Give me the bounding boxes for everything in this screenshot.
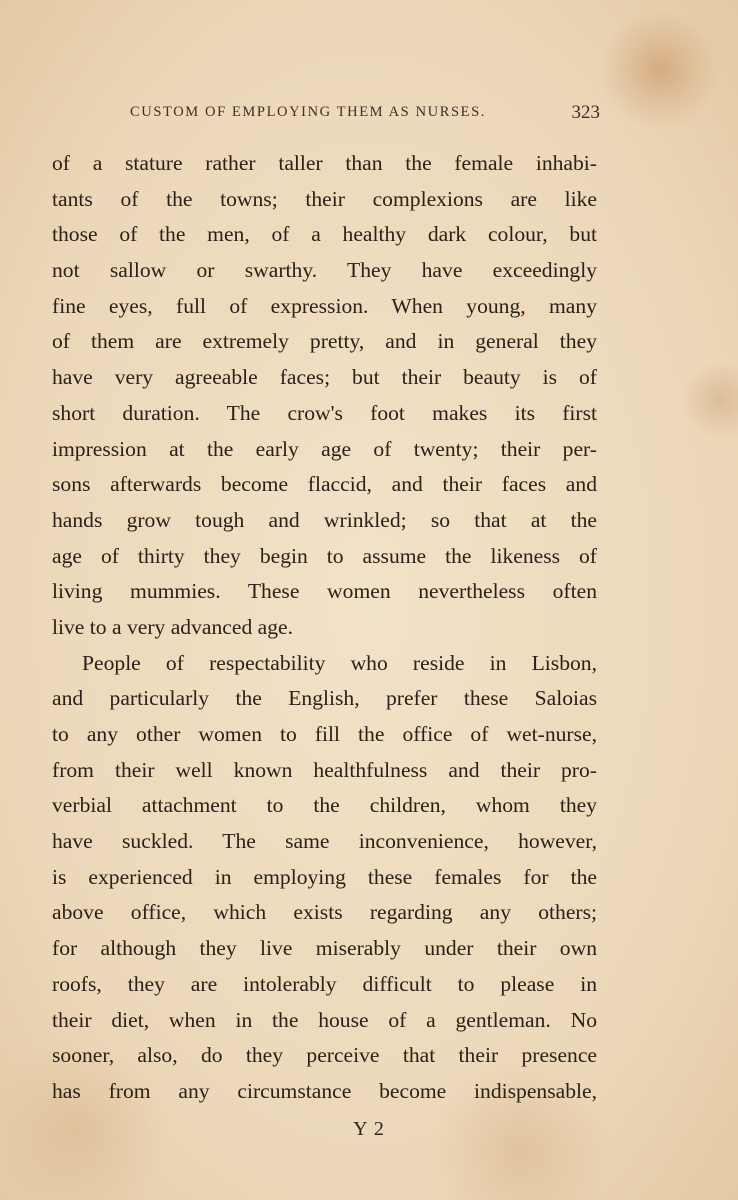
- text-line: have suckled. The same inconvenience, however,: [52, 829, 597, 854]
- text-line: of them are extremely pretty, and in general they: [52, 329, 597, 354]
- text-line: sons afterwards become flaccid, and their faces and: [52, 472, 597, 497]
- page-number: 323: [571, 102, 600, 123]
- running-head-title: CUSTOM OF EMPLOYING THEM AS NURSES.: [130, 104, 486, 120]
- text-line: verbial attachment to the children, whom they: [52, 793, 597, 818]
- text-line: age of thirty they begin to assume the likeness of: [52, 543, 597, 568]
- text-line: from their well known healthfulness and their pro-: [52, 757, 597, 782]
- text-line: fine eyes, full of expression. When young, many: [52, 293, 597, 318]
- text-line: of a stature rather taller than the female inhabi-: [52, 151, 597, 175]
- text-line: to any other women to fill the office of wet-nurse,: [52, 722, 597, 746]
- text-line: have very agreeable faces; but their beauty is of: [52, 365, 597, 390]
- text-line: and particularly the English, prefer these Saloias: [52, 686, 597, 711]
- text-line: their diet, when in the house of a gentleman. No: [52, 1007, 597, 1032]
- text-line: hands grow tough and wrinkled; so that at the: [52, 507, 597, 532]
- signature-mark: Y 2: [353, 1118, 385, 1140]
- text-line: for although they live miserably under their own: [52, 936, 597, 961]
- body-text: [52, 146, 597, 1110]
- text-line: is experienced in employing these females for the: [52, 864, 597, 889]
- text-line: sooner, also, do they perceive that their presence: [52, 1043, 597, 1068]
- text-line: live to a very advanced age.: [52, 614, 294, 639]
- text-line: living mummies. These women nevertheless often: [52, 579, 597, 604]
- text-line: impression at the early age of twenty; their per-: [52, 436, 597, 461]
- text-line: above office, which exists regarding any others;: [52, 900, 597, 925]
- text-line: has from any circumstance become indispensable,: [52, 1078, 597, 1103]
- text-line: People of respectability who reside in Lisbon,: [82, 650, 597, 675]
- text-line: those of the men, of a healthy dark colour, but: [52, 222, 597, 247]
- text-line: not sallow or swarthy. They have exceedingly: [52, 258, 597, 283]
- text-line: roofs, they are intolerably difficult to please in: [52, 971, 597, 996]
- running-head: [52, 104, 600, 126]
- text-line: tants of the towns; their complexions are like: [52, 186, 597, 211]
- text-line: short duration. The crow's foot makes its first: [52, 400, 597, 425]
